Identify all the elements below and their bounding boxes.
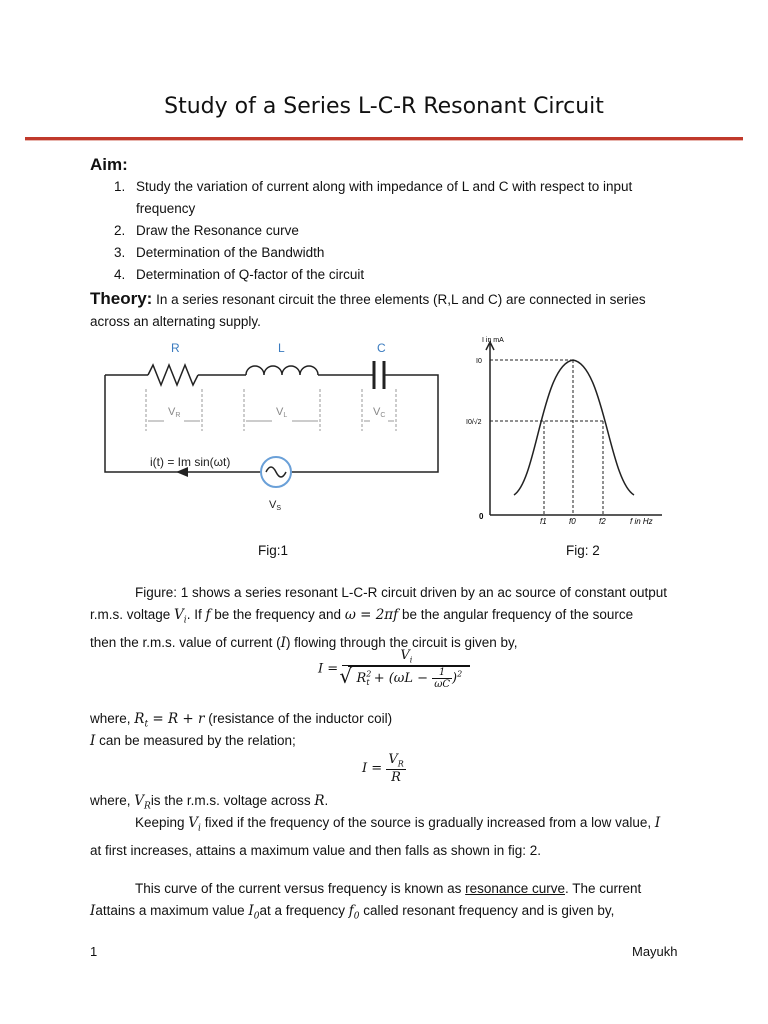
label-c: C [377, 341, 386, 355]
label-vc: VC [373, 406, 386, 419]
page-number: 1 [90, 944, 98, 959]
fig1-circuit-diagram [98, 335, 448, 520]
label-current-equation: i(t) = Im sin(ωt) [150, 455, 231, 469]
label-vr: VR [168, 406, 181, 419]
tick-i0-root2: I0/√2 [466, 419, 482, 426]
fig2-caption: Fig: 2 [566, 543, 600, 558]
fig1-caption: Fig:1 [258, 543, 289, 558]
paragraph-keeping: Keeping $V_i$ fixed if the frequency of the source is gradually increased from a low value, I at first increases, attains a maximum value and then falls as shown in fig: 2. [90, 815, 661, 858]
resonance-curve-line [514, 360, 634, 495]
aim-item: 1. Study the variation of current along with impedance of L and C with respect to input [114, 179, 633, 194]
resonance-curve-term: resonance curve [465, 881, 565, 896]
tick-f2: f2 [599, 517, 606, 526]
paragraph-intro: Figure: 1 shows a series resonant L-C-R circuit driven by an ac source of constant output r.m.s. voltage $V_i$. If f be the frequency and ω = 2πf be the angular frequency of the source then the r.m.s. value of current (I) flowing through the circuit is given by, [90, 585, 668, 651]
aim-item: 2. Draw the Resonance curve [114, 223, 299, 238]
title-divider-shadow [25, 140, 743, 141]
equation-current-vr: I = $\frac{V_R}{R}$ [362, 752, 404, 785]
where-rt-line: where, $R_t = R + r$ (resistance of the inductor coil) [90, 711, 393, 730]
paragraph-resonance: This curve of the current versus frequency is known as resonance curve. The current Iattains a maximum value $I_0at$ a frequency $f_0$ called resonant frequency and is given by, [90, 881, 642, 922]
x-axis-label: f in Hz [630, 517, 653, 526]
label-r: R [171, 341, 180, 355]
resistor-symbol [148, 365, 198, 385]
label-l: L [278, 341, 285, 355]
aim-item: 4. Determination of Q-factor of the circuit [114, 267, 365, 282]
page-title: Study of a Series L-C-R Resonant Circuit [164, 94, 604, 119]
inductor-symbol [246, 366, 318, 375]
measured-line: I can be measured by the relation; [90, 733, 296, 749]
where-vr-line: where, $V_Ris$ the r.m.s. voltage across R. [90, 793, 329, 812]
aim-item: frequency [136, 201, 196, 216]
tick-f0: f0 [569, 517, 576, 526]
label-vl: VL [276, 406, 288, 419]
theory-paragraph: Theory: In a series resonant circuit the three elements (R,L and C) are connected in series across an alternating supply. [90, 289, 646, 329]
fig2-resonance-curve [462, 330, 672, 540]
aim-item: 3. Determination of the Bandwidth [114, 245, 325, 260]
label-vs: VS [269, 499, 282, 512]
aim-heading: Aim: [90, 155, 128, 174]
footer-author: Mayukh [632, 944, 678, 959]
theory-heading: Theory: [90, 289, 153, 308]
aim-list [114, 176, 696, 286]
origin-label: 0 [479, 512, 484, 521]
equation-current-impedance: I = $V_i$ √ $R^2_t + (\omega L$ − $\frac{1}{\omega C}$ )$^2$ [318, 648, 470, 690]
y-axis-label: I in mA [482, 337, 504, 344]
tick-f1: f1 [540, 517, 547, 526]
tick-i0: I0 [476, 358, 482, 365]
